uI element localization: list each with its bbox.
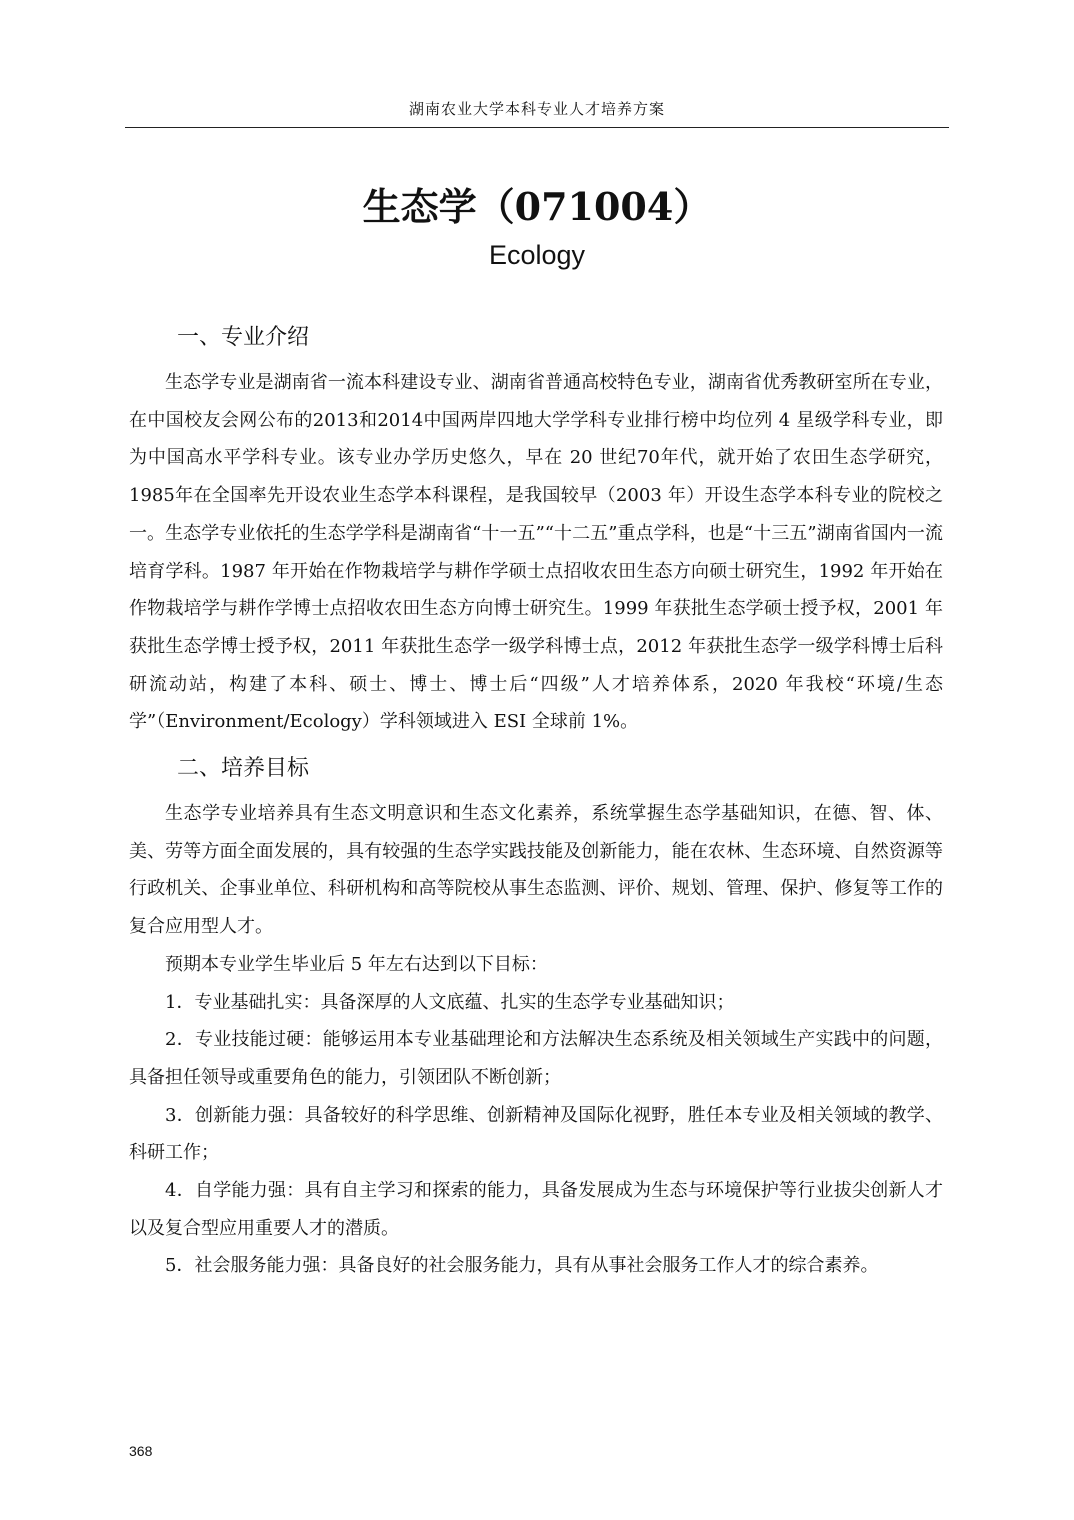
section-heading: 一、专业介绍	[177, 325, 310, 350]
list-item: 5．社会服务能力强：具备良好的社会服务能力，具有从事社会服务工作人才的综合素养。	[165, 1255, 879, 1277]
list-item: 4．自学能力强：具有自主学习和探索的能力，具备发展成为生态与环境保护等行业拔尖创新人才以及复合型应用重要人才的潜质。	[129, 1180, 943, 1239]
list-item: 1．专业基础扎实：具备深厚的人文底蕴、扎实的生态学专业基础知识；	[165, 991, 735, 1013]
paragraph: 预期本专业学生毕业后 5 年左右达到以下目标：	[165, 953, 548, 975]
paragraph: 生态学专业培养具有生态文明意识和生态文化素养，系统掌握生态学基础知识，在德、智、体、美、劳等方面全面发展的，具有较强的生态学实践技能及创新能力，能在农林、生态环境、自然资源等行政机关、企事业单位、科研机构和高等院校从事生态监测、评价、规划、管理、保护、修复等工作的复合应用型人才。	[129, 803, 943, 938]
paragraph: 生态学专业是湖南省一流本科建设专业、湖南省普通高校特色专业，湖南省优秀教研室所在专业，在中国校友会网公布的2013和2014中国两岸四地大学学科专业排行榜中均位列 4 星级学科专业，即为中国高水平学科专业。该专业办学历史悠久，早在 20 世纪70年代，就开始了农田生态学研究，1985年在全国率先开设农业生态学本科课程，是我国较早（2003 年）开设生态学本科专业的院校之一。生态学专业依托的生态学学科是湖南省“十一五”“十二五”重点学科，也是“十三五”湖南省国内一流培育学科。1987 年开始在作物栽培学与耕作学硕士点招收农田生态方向硕士研究生，1992 年开始在作物栽培学与耕作学博士点招收农田生态方向博士研究生。1999 年获批生态学硕士授予权，2001 年获批生态学博士授予权，2011 年获批生态学一级学科博士点，2012 年获批生态学一级学科博士后科研流动站，构建了本科、硕士、博士、博士后“四级”人才培养体系，2020 年我校“环境/生态学”（Environment/Ecology）学科领域进入 ESI 全球前 1%。	[129, 372, 943, 733]
running-header: 湖南农业大学本科专业人才培养方案	[125, 98, 949, 128]
page-title: 生态学（071004）	[362, 184, 712, 229]
page-subtitle: Ecology	[488, 240, 586, 270]
page-number: 368	[129, 1443, 153, 1459]
section-introduction	[129, 320, 943, 741]
section-heading: 二、培养目标	[177, 756, 310, 782]
list-item: 2．专业技能过硬：能够运用本专业基础理论和方法解决生态系统及相关领域生产实践中的问题，具备担任领导或重要角色的能力，引领团队不断创新；	[129, 1029, 943, 1088]
document-body	[129, 320, 943, 1285]
list-item: 3．创新能力强：具备较好的科学思维、创新精神及国际化视野，胜任本专业及相关领域的教学、科研工作；	[129, 1104, 943, 1164]
section-training-objectives	[129, 751, 943, 1285]
